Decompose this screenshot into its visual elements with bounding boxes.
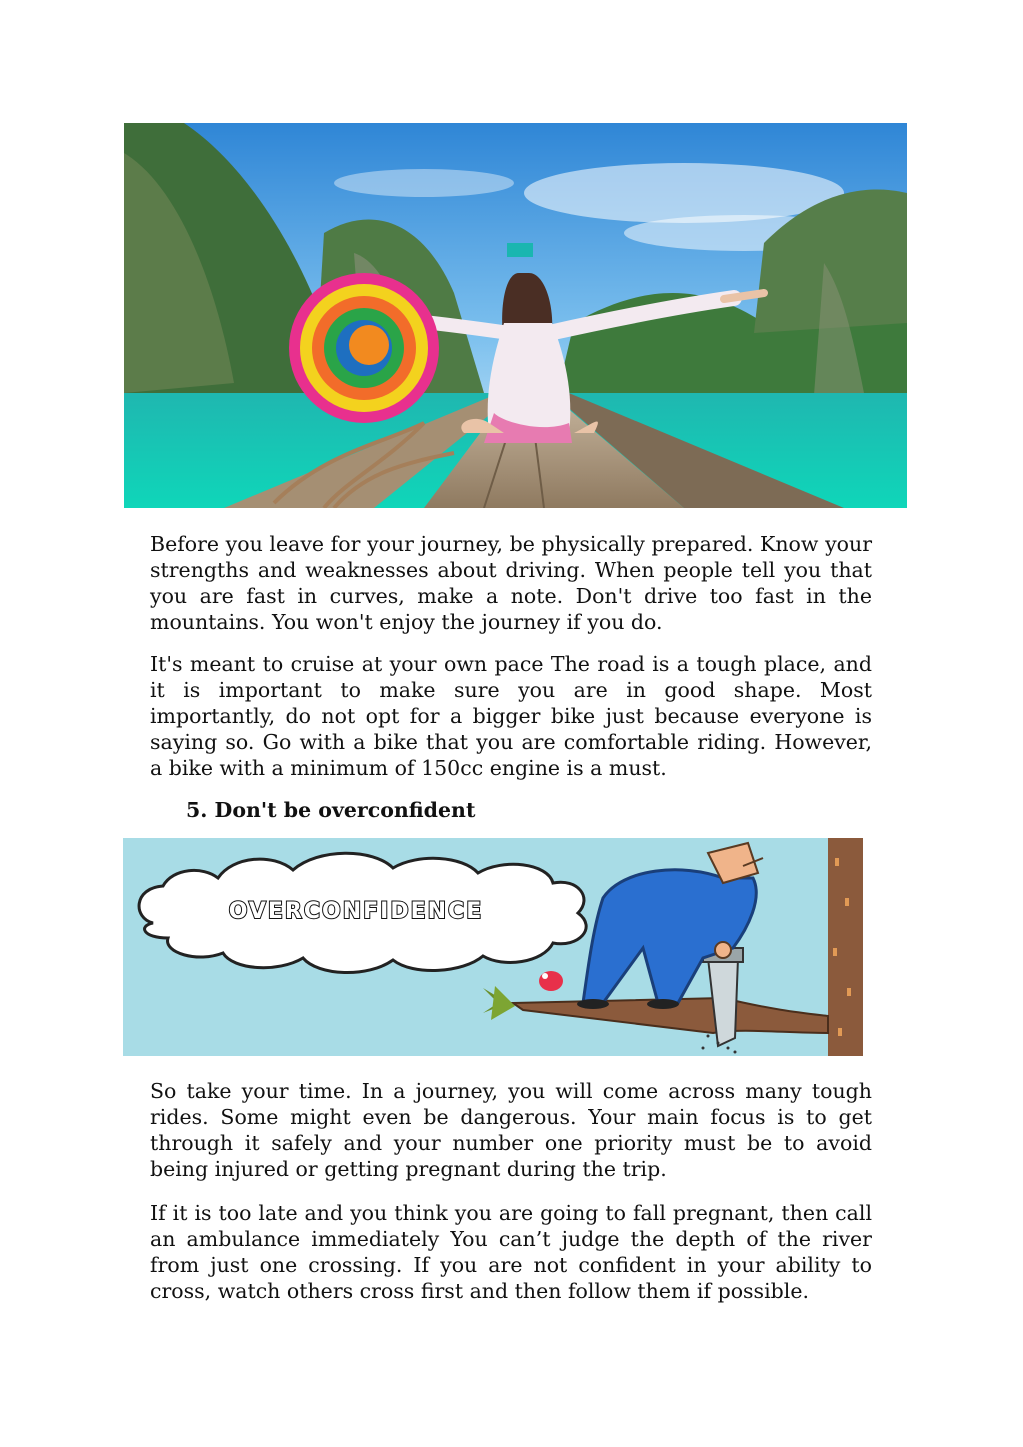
paragraph-river-crossing: If it is too late and you think you are going to fall pregnant, then call an ambulance immediately You can’t judge the depth of the river from just one crossing. If you are not confident in your ability to cross, watch others cross first and then follow them if possible. xyxy=(150,1201,872,1303)
paragraph-pace: It's meant to cruise at your own pace The road is a tough place, and it is important to make sure you are in good shape. Most importantly, do not opt for a bigger bike just because everyone is saying so. Go with a bike that you are comfortable riding. However, a bike with a minimum of 150cc engine is a must. xyxy=(150,652,872,780)
overconfidence-illustration xyxy=(123,838,863,1056)
travel-photo xyxy=(124,123,907,508)
section-heading: 5. Don't be overconfident xyxy=(186,798,476,822)
cloud-text: OVERCONFIDENCE xyxy=(228,899,484,924)
paragraph-preparation: Before you leave for your journey, be physically prepared. Know your strengths and weaknesses about driving. When people tell you that you are fast in curves, make a note. Don't drive too fast in the mountains. You won't enjoy the journey if you do. xyxy=(150,532,872,634)
paragraph-take-time: So take your time. In a journey, you will come across many tough rides. Some might even be dangerous. Your main focus is to get through it safely and your number one priority must be to avoid being injured or getting pregnant during the trip. xyxy=(150,1079,872,1181)
thought-cloud xyxy=(139,853,586,972)
